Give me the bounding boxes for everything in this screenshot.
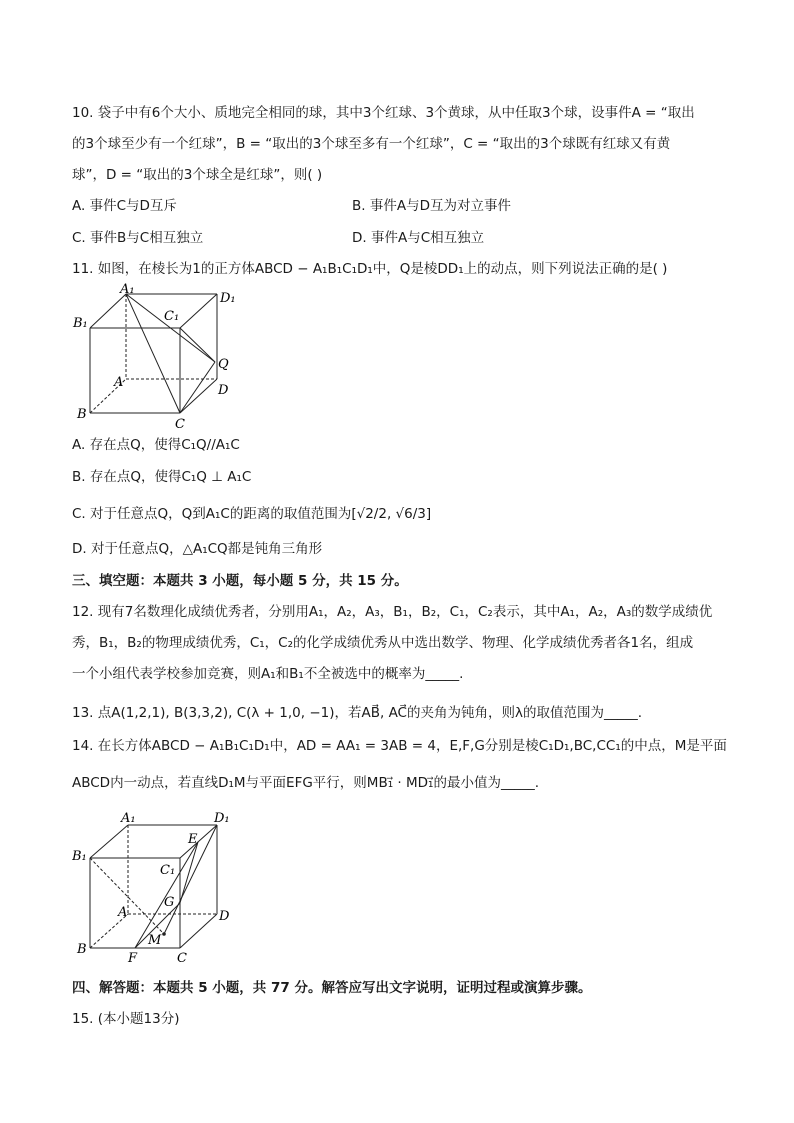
q11-cube-figure — [72, 282, 252, 436]
q14-label-d: D — [219, 909, 230, 924]
q12-stem-line-2: 秀，B₁，B₂的物理成绩优秀，C₁，C₂的化学成绩优秀从中选出数学、物理、化学成绩优秀者各1名，组成 — [72, 635, 694, 651]
q11-label-a1: A₁ — [120, 282, 135, 297]
q10-stem-line-3: 球”，D = “取出的3个球全是红球”，则( ) — [72, 167, 323, 183]
q10-option-d: D. 事件A与C相互独立 — [352, 230, 485, 246]
q11-label-d: D — [218, 383, 229, 398]
q10-option-a: A. 事件C与D互斥 — [72, 198, 177, 214]
q11-option-b: B. 存在点Q，使得C₁Q ⊥ A₁C — [72, 469, 252, 485]
q11-label-d1: D₁ — [220, 291, 236, 306]
q15-stem: 15. (本小题13分) — [72, 1011, 180, 1027]
q10-option-c: C. 事件B与C相互独立 — [72, 230, 204, 246]
q10-option-b: B. 事件A与D互为对立事件 — [352, 198, 511, 214]
q14-stem-line-1: 14. 在长方体ABCD − A₁B₁C₁D₁中，AD = AA₁ = 3AB = 4，E,F,G分别是棱C₁D₁,BC,CC₁的中点，M是平面 — [72, 738, 727, 754]
q14-stem-line-2: ABCD内一动点，若直线D₁M与平面EFG平行，则MB₁⃗ · MD₁⃗的最小值为_____. — [72, 775, 539, 791]
q11-option-c — [72, 505, 431, 523]
q10-stem-line-1: 10. 袋子中有6个大小、质地完全相同的球，其中3个红球、3个黄球，从中任取3个球，设事件A = “取出 — [72, 105, 695, 121]
q14-label-d1: D₁ — [214, 811, 230, 826]
q14-label-a1: A₁ — [121, 811, 136, 826]
q11-label-c1: C₁ — [164, 309, 180, 324]
q11-label-a: A — [114, 375, 124, 390]
q12-stem-line-3: 一个小组代表学校参加竞赛，则A₁和B₁不全被选中的概率为_____. — [72, 666, 464, 682]
q14-label-m: M — [148, 933, 162, 948]
q14-label-a: A — [118, 905, 128, 920]
q14-label-g: G — [164, 895, 175, 910]
section-4-heading: 四、解答题：本题共 5 小题，共 77 分。解答应写出文字说明，证明过程或演算步骤。 — [72, 980, 592, 996]
q11-option-c-text: C. 对于任意点Q，Q到A₁C的距离的取值范围为 — [72, 506, 352, 522]
q11-label-b: B — [77, 407, 87, 422]
q14-label-b1: B₁ — [72, 849, 87, 864]
q11-label-b1: B₁ — [73, 316, 88, 331]
q14-label-c1: C₁ — [160, 863, 176, 878]
q12-stem-line-1: 12. 现有7名数理化成绩优秀者，分别用A₁，A₂，A₃，B₁，B₂，C₁，C₂表示，其中A₁，A₂，A₃的数学成绩优 — [72, 604, 713, 620]
q11-option-d: D. 对于任意点Q，△A₁CQ都是钝角三角形 — [72, 541, 323, 557]
q11-option-c-range: [√2/2, √6/3] — [351, 506, 432, 522]
q14-cuboid-figure — [72, 808, 252, 972]
q13-stem: 13. 点A(1,2,1), B(3,3,2), C(λ + 1,0, −1)，若AB⃗, AC⃗的夹角为钝角，则λ的取值范围为_____. — [72, 705, 643, 721]
q10-stem-line-2: 的3个球至少有一个红球”，B = “取出的3个球至多有一个红球”，C = “取出的3个球既有红球又有黄 — [72, 136, 671, 152]
q11-option-a: A. 存在点Q，使得C₁Q//A₁C — [72, 437, 240, 453]
q14-label-f: F — [128, 951, 138, 966]
q11-stem: 11. 如图，在棱长为1的正方体ABCD − A₁B₁C₁D₁中，Q是棱DD₁上的动点，则下列说法正确的是( ) — [72, 261, 668, 277]
q14-label-b: B — [77, 942, 87, 957]
q11-label-c: C — [175, 417, 185, 432]
section-3-heading: 三、填空题：本题共 3 小题，每小题 5 分，共 15 分。 — [72, 573, 408, 589]
q11-label-q: Q — [218, 357, 229, 372]
q14-label-e: E — [188, 832, 198, 847]
q14-label-c: C — [177, 951, 187, 966]
